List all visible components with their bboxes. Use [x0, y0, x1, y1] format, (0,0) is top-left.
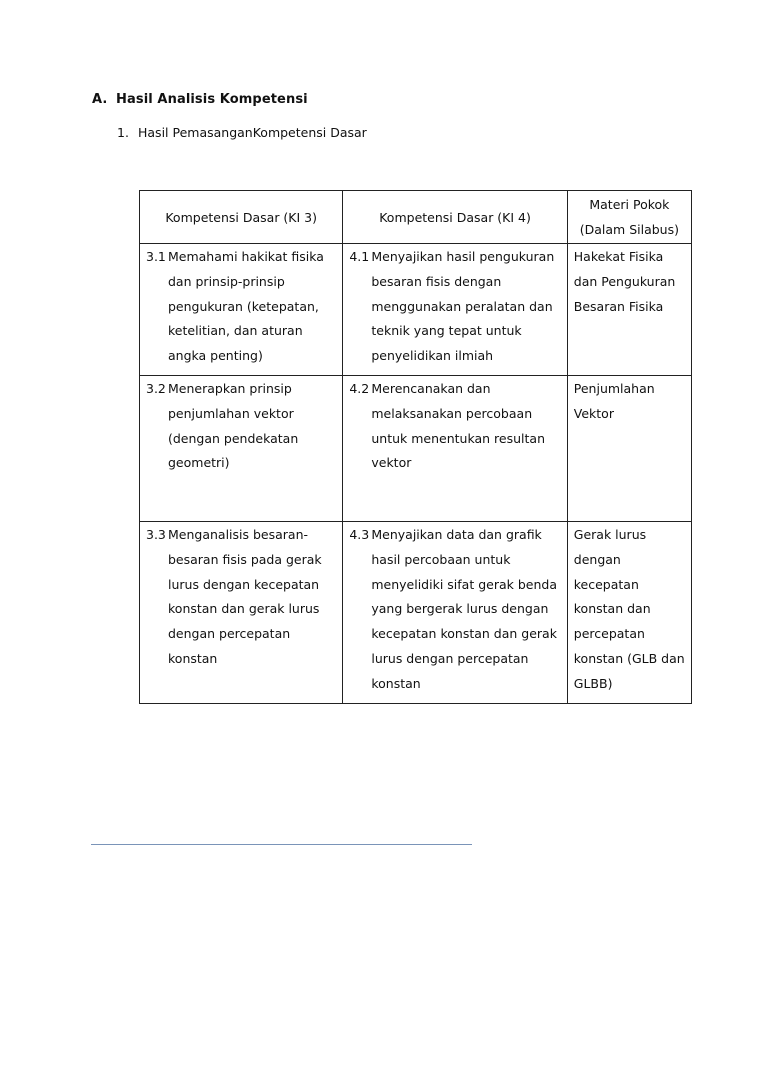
materi-text: Hakekat Fisika dan Pengukuran Besaran Fisika [573, 249, 676, 314]
materi-text: Penjumlahan Vektor [573, 380, 655, 421]
section-label: A. [92, 92, 108, 107]
ki4-cell [343, 375, 567, 521]
ki3-cell [140, 244, 343, 376]
section-heading [92, 92, 308, 107]
ki3-number: 3.1 [146, 249, 166, 264]
section-title: Hasil Analisis Kompetensi [116, 92, 308, 107]
ki3-cell [140, 521, 343, 703]
competency-table [139, 190, 692, 704]
ki3-number: 3.3 [146, 526, 166, 542]
ki4-number: 4.3 [349, 526, 370, 542]
materi-cell [567, 521, 691, 703]
ki3-text: Memahami hakikat fisika dan prinsip-prinsip pengukuran (ketepatan, ketelitian, dan aturan angka penting) [168, 249, 324, 364]
materi-text: Gerak lurus dengan kecepatan konstan dan percepatan konstan (GLB dan GLBB) [573, 526, 685, 691]
table-row [140, 244, 692, 376]
ki4-text: Menyajikan data dan grafik hasil percobaan untuk menyelidiki sifat gerak benda yang bergerak lurus dengan kecepatan konstan dan gerak lurus dengan percepatan konstan [371, 526, 557, 691]
header-ki3: Kompetensi Dasar (KI 3) [140, 191, 343, 244]
ki4-cell [343, 244, 567, 376]
header-materi-line1: Materi Pokok [589, 197, 670, 212]
table-header-row [140, 191, 692, 244]
subsection-heading [117, 125, 367, 140]
footnote-separator [91, 844, 472, 845]
ki3-number: 3.2 [146, 380, 166, 396]
ki3-text: Menganalisis besaran-besaran fisis pada gerak lurus dengan kecepatan konstan dan gerak lurus dengan percepatan konstan [168, 526, 322, 666]
ki3-cell [140, 375, 343, 521]
table-row [140, 375, 692, 521]
header-materi-line2: (Dalam Silabus) [579, 222, 679, 237]
subsection-number: 1. [117, 125, 129, 140]
subsection-title: Hasil PemasanganKompetensi Dasar [138, 125, 367, 140]
header-materi [567, 191, 691, 244]
ki4-cell [343, 521, 567, 703]
ki4-number: 4.1 [349, 249, 370, 264]
ki4-number: 4.2 [349, 380, 370, 396]
ki4-text: Menyajikan hasil pengukuran besaran fisis dengan menggunakan peralatan dan teknik yang tepat untuk penyelidikan ilmiah [371, 249, 555, 364]
ki3-text: Menerapkan prinsip penjumlahan vektor (dengan pendekatan geometri) [168, 380, 299, 471]
table-row [140, 521, 692, 703]
materi-cell [567, 244, 691, 376]
header-ki4: Kompetensi Dasar (KI 4) [343, 191, 567, 244]
materi-cell [567, 375, 691, 521]
ki4-text: Merencanakan dan melaksanakan percobaan untuk menentukan resultan vektor [371, 380, 545, 471]
